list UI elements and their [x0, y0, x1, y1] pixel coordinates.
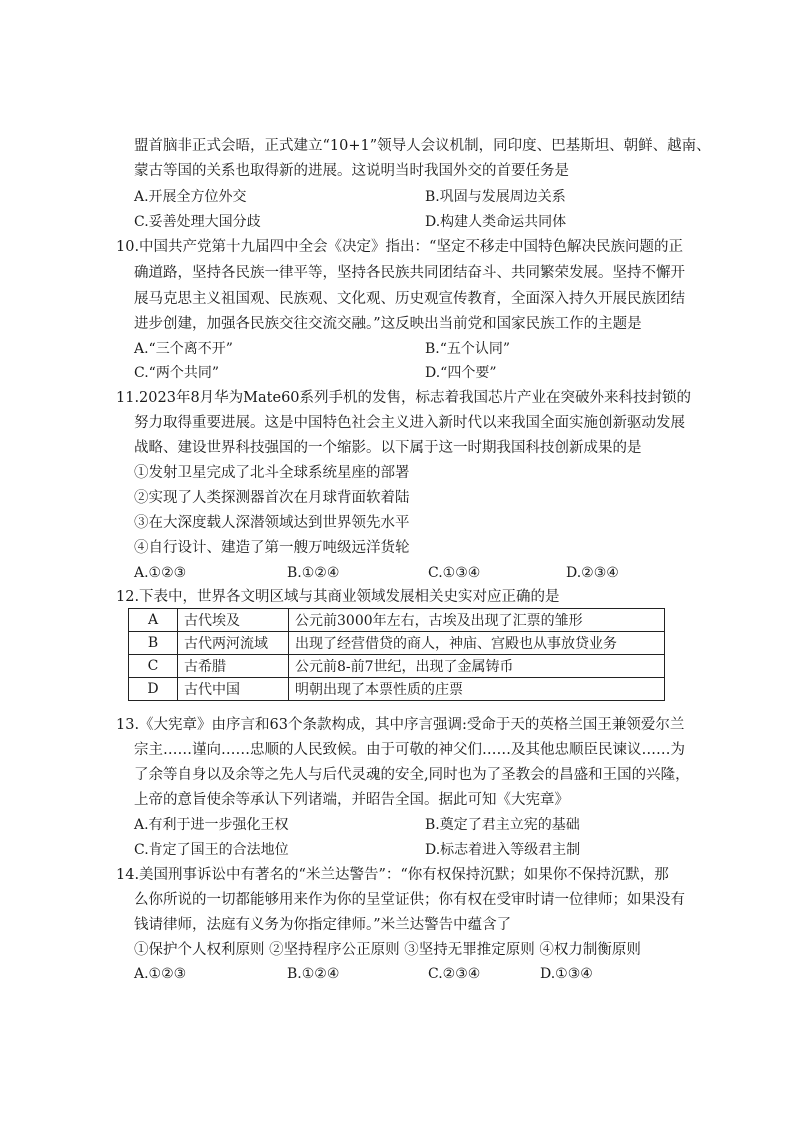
q14-option-d[interactable]: D.①③④: [540, 966, 593, 982]
q10-option-b[interactable]: B.“五个认同”: [425, 341, 511, 357]
q11-option-b[interactable]: B.①②④: [287, 565, 340, 581]
q11-item: ④自行设计、建造了第一艘万吨级远洋货轮: [134, 540, 410, 556]
q11-option-d[interactable]: D.②③④: [566, 565, 619, 581]
row-fact: 明朝出现了本票性质的庄票: [289, 678, 665, 701]
row-option-letter[interactable]: D: [129, 678, 178, 701]
row-fact: 出现了经营借贷的商人，神庙、宫殿也从事放贷业务: [289, 632, 665, 655]
q13-option-c[interactable]: C.肯定了国王的合法地位: [134, 842, 289, 858]
q10-stem-line: 展马克思主义祖国观、民族观、文化观、历史观宣传教育，全面深入持久开展民族团结: [134, 291, 685, 307]
q11-option-c[interactable]: C.①③④: [428, 565, 481, 581]
row-region: 古希腊: [178, 655, 289, 678]
q11-stem-line: 努力取得重要进展。这是中国特色社会主义进入新时代以来我国全面实施创新驱动发展: [134, 415, 685, 431]
q14-stem-line: 么你所说的一切都能够用来作为你的呈堂证供；你有权在受审时请一位律师；如果没有: [134, 892, 685, 908]
q10-option-d[interactable]: D.“四个要”: [425, 365, 497, 381]
q11-stem-line: 11.2023年8月华为Mate60系列手机的发售，标志着我国芯片产业在突破外来科技封锁的: [116, 390, 692, 406]
q13-stem-line: 上帝的意旨使余等承认下列诸端，并昭告全国。据此可知《大宪章》: [134, 792, 569, 808]
q14-option-b[interactable]: B.①②④: [287, 966, 340, 982]
table-row: [129, 678, 665, 701]
q10-option-c[interactable]: C.“两个共同”: [134, 365, 219, 381]
table-row: [129, 655, 665, 678]
q13-option-b[interactable]: B.奠定了君主立宪的基础: [425, 817, 580, 833]
q14-stem-line: 钱请律师，法庭有义务为你指定律师。”米兰达警告中蕴含了: [134, 917, 512, 933]
q12-table: [128, 608, 665, 701]
q14-stem-line: 14.美国刑事诉讼中有著名的“米兰达警告”：“你有权保持沉默；如果你不保持沉默，那: [116, 867, 669, 883]
q10-stem-line: 进步创建，加强各民族交往交流交融。”这反映出当前党和国家民族工作的主题是: [134, 316, 642, 332]
q14-principles: ①保护个人权利原则 ②坚持程序公正原则 ③坚持无罪推定原则 ④权力制衡原则: [134, 942, 641, 958]
q9-option-d[interactable]: D.构建人类命运共同体: [425, 214, 567, 230]
q10-stem-line: 10.中国共产党第十九届四中全会《决定》指出：“坚定不移走中国特色解决民族问题的正: [116, 239, 683, 255]
q11-item: ③在大深度载人深潜领域达到世界领先水平: [134, 515, 410, 531]
q13-option-a[interactable]: A.有利于进一步强化王权: [134, 817, 289, 833]
q11-stem-line: 战略、建设世界科技强国的一个缩影。以下属于这一时期我国科技创新成果的是: [134, 440, 642, 456]
q10-option-a[interactable]: A.“三个离不开”: [134, 341, 233, 357]
q14-option-a[interactable]: A.①②③: [134, 966, 187, 982]
row-option-letter[interactable]: A: [129, 609, 178, 632]
q13-stem-line: 13.《大宪章》由序言和63个条款构成，其中序言强调:受命于天的英格兰国王兼领爱尔兰: [116, 717, 685, 733]
table-row: [129, 632, 665, 655]
table-row: [129, 609, 665, 632]
q9-stem-line: 蒙古等国的关系也取得新的进展。这说明当时我国外交的首要任务是: [134, 163, 569, 179]
row-region: 古代两河流域: [178, 632, 289, 655]
q10-stem-line: 确道路，坚持各民族一律平等，坚持各民族共同团结奋斗、共同繁荣发展。坚持不懈开: [134, 265, 685, 281]
q13-option-d[interactable]: D.标志着进入等级君主制: [425, 842, 581, 858]
q9-option-c[interactable]: C.妥善处理大国分歧: [134, 214, 261, 230]
row-region: 古代埃及: [178, 609, 289, 632]
row-fact: 公元前8-前7世纪，出现了金属铸币: [289, 655, 665, 678]
q9-stem-line: 盟首脑非正式会晤，正式建立“10+1”领导人会议机制，同印度、巴基斯坦、朝鲜、越南、: [134, 138, 711, 154]
q11-item: ①发射卫星完成了北斗全球系统星座的部署: [134, 465, 410, 481]
q12-stem: 12.下表中，世界各文明区域与其商业领域发展相关史实对应正确的是: [116, 589, 560, 605]
row-option-letter[interactable]: B: [129, 632, 178, 655]
q11-option-a[interactable]: A.①②③: [134, 565, 187, 581]
q14-option-c[interactable]: C.②③④: [428, 966, 481, 982]
q9-option-a[interactable]: A.开展全方位外交: [134, 189, 247, 205]
row-option-letter[interactable]: C: [129, 655, 178, 678]
q11-item: ②实现了人类探测器首次在月球背面软着陆: [134, 490, 410, 506]
q13-stem-line: 了余等自身以及余等之先人与后代灵魂的安全,同时也为了圣教会的昌盛和王国的兴隆，: [134, 767, 690, 783]
row-fact: 公元前3000年左右，古埃及出现了汇票的雏形: [289, 609, 665, 632]
q13-stem-line: 宗主……谨向……忠顺的人民致候。由于可敬的神父们……及其他忠顺臣民谏议……为: [134, 742, 685, 758]
q9-option-b[interactable]: B.巩固与发展周边关系: [425, 189, 566, 205]
row-region: 古代中国: [178, 678, 289, 701]
